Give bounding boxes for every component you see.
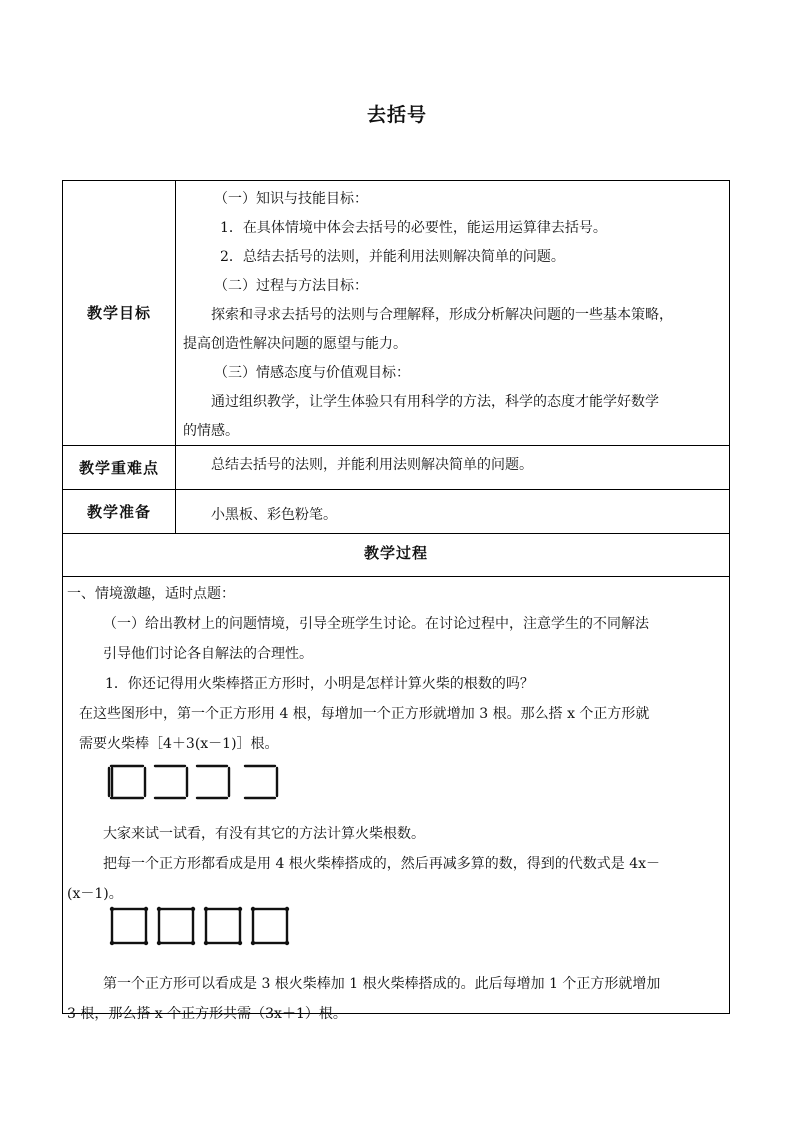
question-text: 1．你还记得用火柴棒搭正方形时，小明是怎样计算火柴的根数的吗？ xyxy=(105,676,534,692)
process-content xyxy=(67,579,727,1029)
objective-text: 的情感。 xyxy=(183,423,239,439)
process-title: 教学过程 xyxy=(363,544,428,562)
process-paragraph: 引导他们讨论各自解法的合理性。 xyxy=(103,646,313,662)
row-divider xyxy=(63,576,729,577)
objective-heading: （三）情感态度与价值观目标： xyxy=(214,365,410,381)
preparation-text: 小黑板、彩色粉笔。 xyxy=(211,507,337,523)
objectives-content xyxy=(183,185,727,446)
process-paragraph: (x－1)。 xyxy=(67,886,123,902)
process-paragraph: 第一个正方形可以看成是 3 根火柴棒加 1 根火柴棒搭成的。此后每增加 1 个正方形就增加 xyxy=(103,976,661,992)
column-divider xyxy=(175,181,176,533)
process-paragraph: 需要火柴棒［4＋3(x－1)］根。 xyxy=(79,736,279,752)
key-points-text: 总结去括号的法则，并能利用法则解决简单的问题。 xyxy=(211,457,533,473)
objectives-label: 教学目标 xyxy=(86,304,151,322)
objective-item: 1．在具体情境中体会去括号的必要性，能运用运算律去括号。 xyxy=(220,220,607,236)
preparation-label: 教学准备 xyxy=(86,503,151,521)
matchstick-figure-1 xyxy=(103,763,283,803)
process-paragraph: 3 根，那么搭 x 个正方形共需（3x＋1）根。 xyxy=(67,1006,347,1022)
objective-text: 提高创造性解决问题的愿望与能力。 xyxy=(183,336,407,352)
key-points-label: 教学重难点 xyxy=(78,459,159,477)
page-title: 去括号 xyxy=(366,104,427,126)
preparation-content xyxy=(183,501,727,530)
row-divider xyxy=(63,533,729,534)
process-paragraph: 在这些图形中，第一个正方形用 4 根，每增加一个正方形就增加 3 根。那么搭 x 个正方形就 xyxy=(79,706,650,722)
row-divider xyxy=(63,489,729,490)
section-heading: 一、情境激趣，适时点题： xyxy=(67,586,235,602)
objective-heading: （一）知识与技能目标： xyxy=(214,191,368,207)
process-paragraph: （一）给出教材上的问题情境，引导全班学生讨论。在讨论过程中，注意学生的不同解法 xyxy=(103,616,649,632)
process-paragraph: 把每一个正方形都看成是用 4 根火柴棒搭成的，然后再减多算的数，得到的代数式是 4x－ xyxy=(103,856,661,872)
objective-heading: （二）过程与方法目标： xyxy=(214,278,368,294)
objective-text: 通过组织教学，让学生体验只有用科学的方法，科学的态度才能学好数学 xyxy=(211,394,659,410)
matchstick-figure-2 xyxy=(107,903,297,953)
objective-item: 2．总结去括号的法则，并能利用法则解决简单的问题。 xyxy=(220,249,565,265)
key-points-content xyxy=(183,451,727,480)
process-paragraph: 大家来试一试看，有没有其它的方法计算火柴根数。 xyxy=(103,826,425,842)
objective-text: 探索和寻求去括号的法则与合理解释，形成分析解决问题的一些基本策略， xyxy=(211,307,673,323)
lesson-plan-table xyxy=(62,180,730,1022)
